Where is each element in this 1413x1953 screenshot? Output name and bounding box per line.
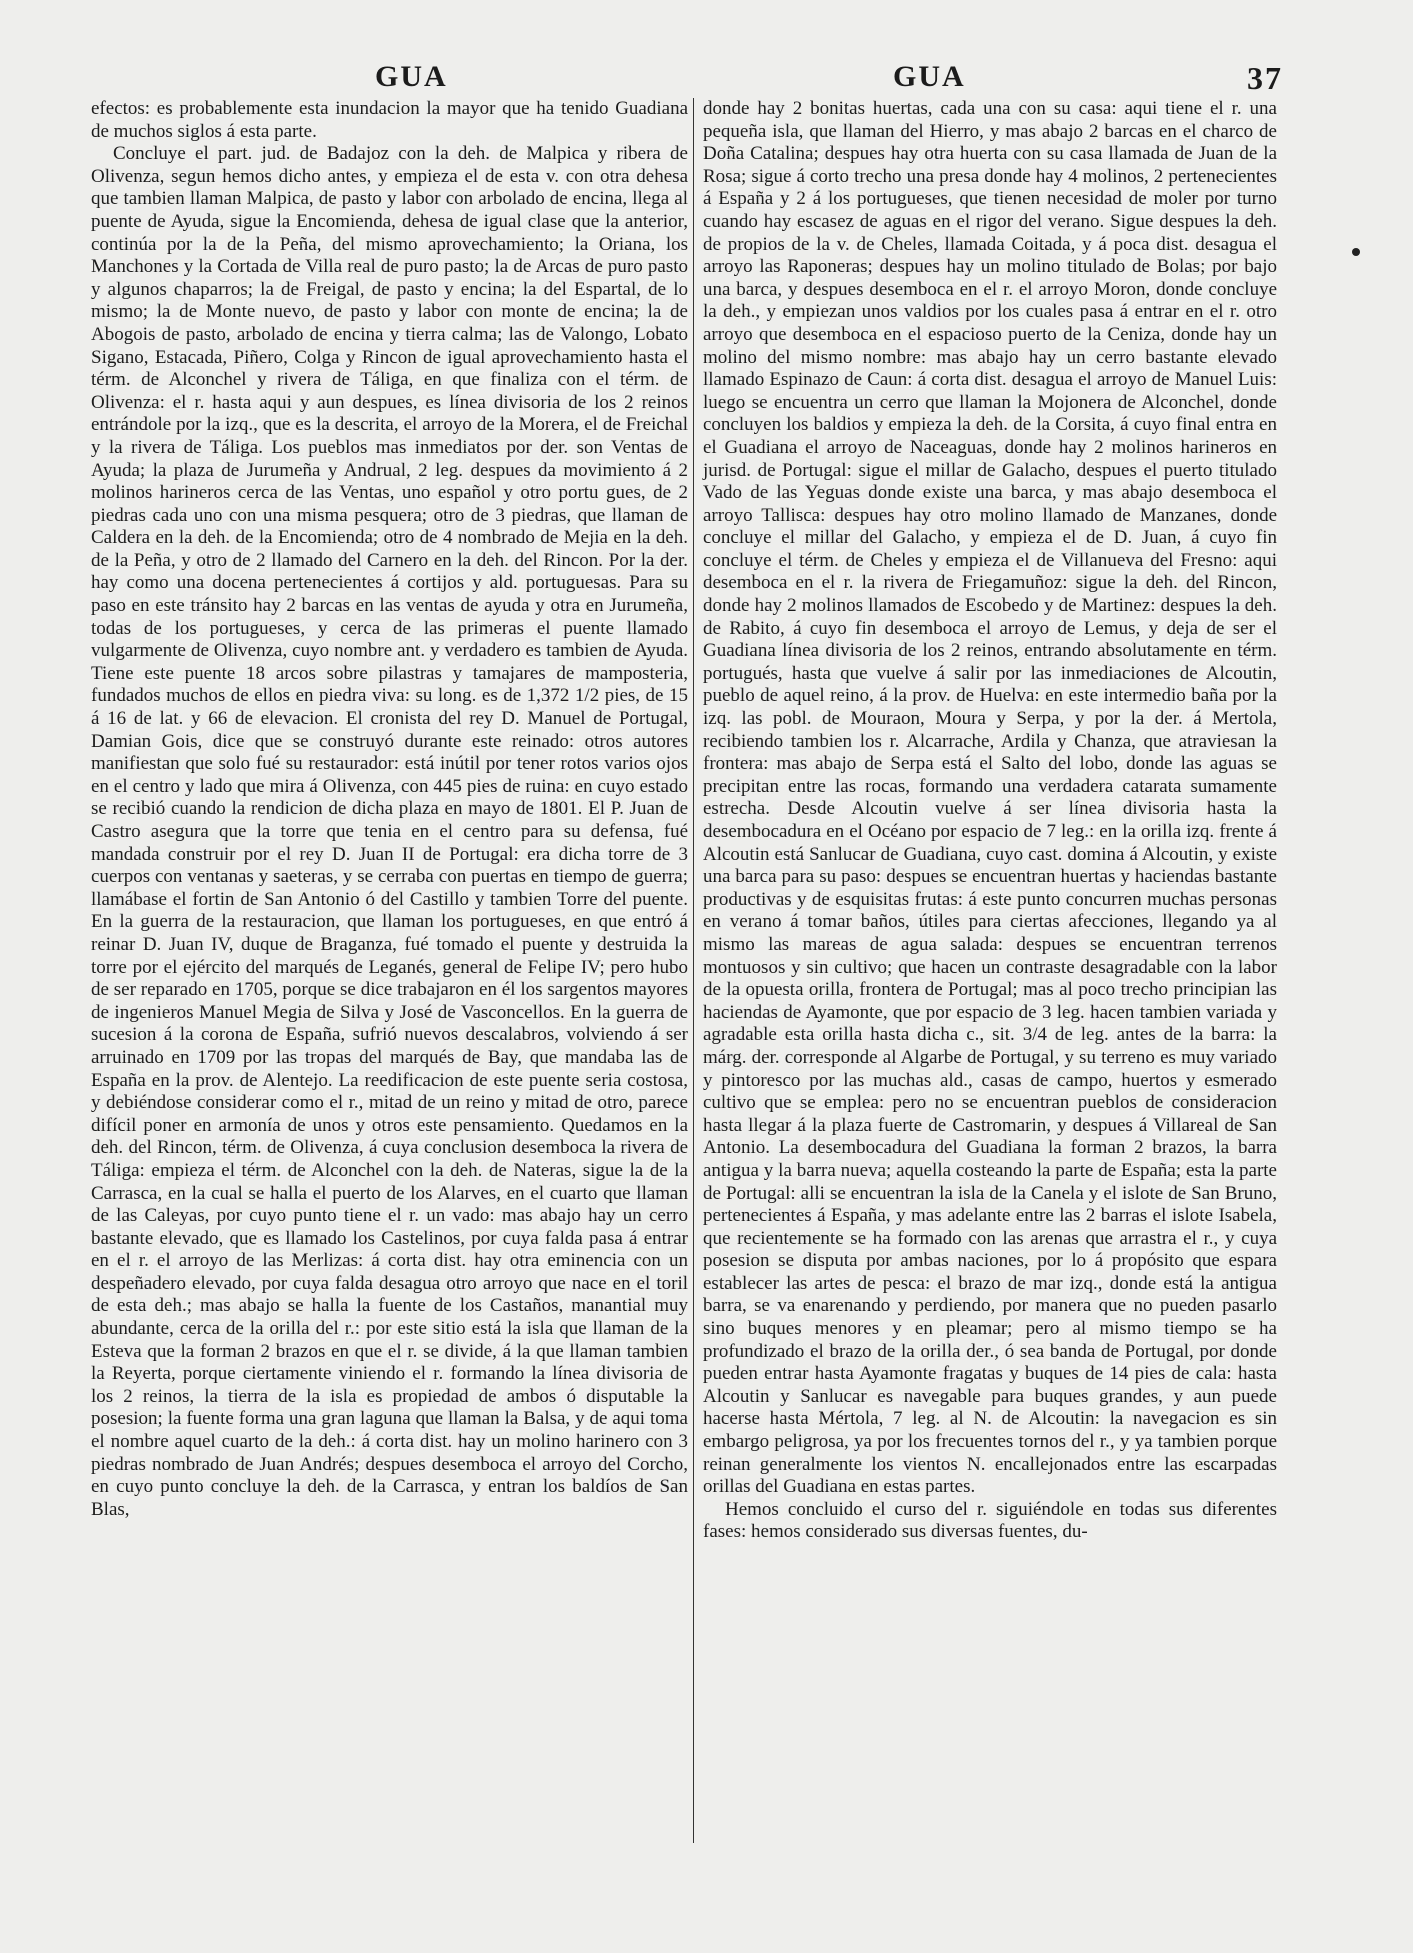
body-paragraph: donde hay 2 bonitas huertas, cada una con su casa: aqui tiene el r. una pequeña isla, que llaman del Hierro, y mas abajo 2 barcas en el charco de Doña Catalina; despues hay otra huerta con su casa llamada de Juan de la Rosa; sigue á corto trecho una presa donde hay 4 molinos, 2 pertenecientes á España y 2 á los portugueses, que tienen necesidad de moler por turno cuando hay escasez de aguas en el rigor del verano. Sigue despues la deh. de propios de la v. de Cheles, llamada Coitada, y á poca dist. desagua el arroyo las Raponeras; despues hay un molino titulado de Bolas; por bajo una barca, y despues desemboca en el r. el arroyo Moron, donde concluye la deh., y empiezan unos valdios por los cuales pasa á entrar en el r. otro arroyo que desemboca en el espacioso puerto de la Ceniza, donde hay un molino del mismo nombre: mas abajo hay un cerro bastante elevado llamado Espinazo de Caun: á corta dist. desagua el arroyo de Manuel Luis: luego se encuentra un cerro que llaman la Mojonera de Alconchel, donde concluyen los baldios y empieza la deh. de la Corsita, á cuyo final entra en el Guadiana el arroyo de Naceaguas, donde hay 2 molinos harineros en jurisd. de Portugal: sigue el millar de Galacho, despues el puerto titulado Vado de las Yeguas donde existe una barca, y mas abajo desemboca el arroyo Tallisca: despues hay otro molino llamado de Manzanes, donde concluye el millar del Galacho, y empieza el de D. Juan, á cuyo fin concluye el térm. de Cheles y empieza el de Villanueva del Fresno: aqui desemboca en el r. la rivera de Friegamuñoz: sigue la deh. del Rincon, donde hay 2 molinos llamados de Escobedo y de Martinez: despues la deh. de Rabito, á cuyo fin desemboca el arroyo de Lemus, y deja de ser el Guadiana línea divisoria de los 2 reinos, entrando absolutamente en térm. portugués, hasta que vuelve á salir por las inmediaciones de Alcoutin, pueblo de aquel reino, á la prov. de Huelva: en este intermedio baña por la izq. las pobl. de Mouraon, Moura y Serpa, y por la der. á Mertola, recibiendo tambien los r. Alcarrache, Ardila y Chanza, que atraviesan la frontera: mas abajo de Serpa está el Salto del lobo, donde las aguas se precipitan entre las rocas, formando una verdadera catarata sumamente estrecha. Desde Alcoutin vuelve á ser línea divisoria hasta la desembocadura en el Océano por espacio de 7 leg.: en la orilla izq. frente á Alcoutin está Sanlucar de Guadiana, cuyo cast. domina á Alcoutin, y existe una barca para su paso: despues se encuentran huertas y haciendas bastante productivas y de esquisitas frutas: á este punto concurren muchas personas en verano á tomar baños, útiles para ciertas afecciones, llegando ya al mismo las mareas de agua salada: despues se encuentran terrenos montuosos y sin cultivo; que hacen un contraste desagradable con la labor de la opuesta orilla, frontera de Portugal; mas al poco trecho principian las haciendas de Ayamonte, que por espacio de 3 leg. hacen tambien variada y agradable esta orilla hasta dicha c., sit. 3/4 de leg. antes de la barra: la márg. der. corresponde al Algarbe de Portugal, y su terreno es muy variado y pintoresco por las muchas ald., casas de campo, huertos y esmerado cultivo que se emplea: pero no se encuentran pueblos de consideracion hasta llegar á la plaza fuerte de Castromarin, y despues á Villareal de San Antonio. La desembocadura del Guadiana la forman 2 brazos, la barra antigua y la barra nueva; aquella costeando la parte de España; esta la parte de Portugal: alli se encuentran la isla de la Canela y el islote de San Bruno, pertenecientes á España, y mas adelante entre las 2 barras el islote Isabela, que recientemente se ha formado con las arenas que arrastra el r., y cuya posesion se disputa por ambas naciones, por lo á propósito que espara establecer las artes de pesca: el brazo de mar izq., donde está la antigua barra, se va enarenando y perdiendo, por manera que no pueden pasarlo sino buques menores y en pleamar; pero al mismo tiempo se ha profundizado el brazo de la orilla der., ó sea banda de Portugal, por donde pueden entrar hasta Ayamonte fragatas y buques de 14 pies de cala: hasta Alcoutin y Sanlucar es navegable para buques grandes, y aun puede hacerse hasta Mértola, 7 leg. al N. de Alcoutin: la navegacion es sin embargo peligrosa, ya por los frecuentes tornos del r., y ya tambien porque reinan generalmente los vientos N. encallejonados entre las escarpadas orillas del Guadiana en estas partes. xyxy=(703,98,1277,1498)
body-paragraph: Concluye el part. jud. de Badajoz con la deh. de Malpica y ribera de Olivenza, segun hemos dicho antes, y empieza el de esta v. con otra dehesa que tambien llaman Malpica, de pasto y labor con arbolado de encina, llega al puente de Ayuda, sigue la Encomienda, dehesa de igual clase que la anterior, continúa por la de la Peña, del mismo aprovechamiento; la Oriana, los Manchones y la Cortada de Villa real de puro pasto; la de Arcas de puro pasto y algunos chaparros; la de Freigal, de pasto y encina; la del Espartal, de lo mismo; la de Monte nuevo, de pasto y labor con monte de encina; la de Abogois de pasto, arbolado de encina y tierra calma; las de Valongo, Lobato Sigano, Estacada, Piñero, Colga y Rincon de igual aprovechamiento hasta el térm. de Alconchel y rivera de Táliga, en que finaliza con el térm. de Olivenza: el r. hasta aqui y aun despues, es línea divisoria de los 2 reinos entrándole por la izq., que es la descrita, el arroyo de la Morera, el de Freichal y la rivera de Táliga. Los pueblos mas inmediatos por der. son Ventas de Ayuda; la plaza de Jurumeña y Andrual, 2 leg. despues da movimiento á 2 molinos harineros cerca de las Ventas, uno español y otro portu gues, de 2 piedras cada uno con una misma pesquera; otro de 3 piedras, que llaman de Caldera en la deh. de la Encomienda; otro de 4 nombrado de Mejia en la deh. de la Peña, y otro de 2 llamado del Carnero en la deh. del Rincon. Por la der. hay como una docena pertenecientes á cortijos y ald. portuguesas. Para su paso en este tránsito hay 2 barcas en las ventas de ayuda y otra en Jurumeña, todas de los portugueses, y cerca de las primeras el puente llamado vulgarmente de Olivenza, cuyo nombre ant. y verdadero es tambien de Ayuda. Tiene este puente 18 arcos sobre pilastras y tamajares de mamposteria, fundados muchos de ellos en piedra viva: su long. es de 1,372 1/2 pies, de 15 á 16 de lat. y 66 de elevacion. El cronista del rey D. Manuel de Portugal, Damian Gois, dice que se construyó durante este reinado: otros autores manifiestan que solo fué su restaurador: está inútil por tener rotos varios ojos en el centro y lado que mira á Olivenza, con 445 pies de ruina: en cuyo estado se recibió cuando la rendicion de dicha plaza en mayo de 1801. El P. Juan de Castro asegura que la torre que tenia en el centro para su defensa, fué mandada construir por el rey D. Juan II de Portugal: era dicha torre de 3 cuerpos con ventanas y saeteras, y se cerraba con puertas en tiempo de guerra; llamábase el fortin de San Antonio ó del Castillo y tambien Torre del puente. En la guerra de la restauracion, que llaman los portugueses, en que entró á reinar D. Juan IV, duque de Braganza, fué tomado el puente y destruida la torre por el ejército del marqués de Leganés, general de Felipe IV; pero hubo de ser reparado en 1705, porque se dice trabajaron en él los sargentos mayores de ingenieros Manuel Megia de Silva y José de Vasconcellos. En la guerra de sucesion á la corona de España, sufrió nuevos descalabros, volviendo á ser arruinado en 1709 por las tropas del marqués de Bay, que mandaba las de España en la prov. de Alentejo. La reedificacion de este puente seria costosa, y debiéndose considerar como el r., mitad de un reino y mitad de otro, parece difícil poner en armonía de unos y otros este pensamiento. Quedamos en la deh. del Rincon, térm. de Olivenza, á cuya conclusion desemboca la rivera de Táliga: empieza el térm. de Alconchel con la deh. de Nateras, sigue la de la Carrasca, en la cual se halla el puerto de los Alarves, en el cuarto que llaman de las Caleyas, por cuyo punto tiene el r. un vado: mas abajo hay un cerro bastante elevado, que es llamado los Castelinos, por cuya falda pasa á entrar en el r. el arroyo de las Merlizas: á corta dist. hay otra eminencia con un despeñadero elevado, por cuya falda desagua otro arroyo que nace en el toril de esta deh.; mas abajo se halla la fuente de los Castaños, manantial muy abundante, cerca de la orilla del r.: por este sitio está la isla que llaman de la Esteva que la forman 2 brazos en que el r. se divide, á la que llaman tambien la Reyerta, porque ciertamente viniendo el r. formando la línea divisoria de los 2 reinos, la tierra de la isla es propiedad de ambos ó disputable la posesion; la fuente forma una gran laguna que llaman la Balsa, y de aqui toma el nombre aquel cuarto de la deh.: á corta dist. hay un molino harinero con 3 piedras nombrado de Juan Andrés; despues desemboca el arroyo del Corcho, en cuyo punto concluye la deh. de la Carrasca, y entran los baldíos de San Blas, xyxy=(91,143,688,1520)
column-divider xyxy=(693,98,694,1843)
right-text-column xyxy=(703,98,1277,1544)
right-running-head: GUA xyxy=(893,60,966,93)
body-paragraph: Hemos concluido el curso del r. siguiéndole en todas sus diferentes fases: hemos considerado sus diversas fuentes, du- xyxy=(703,1498,1277,1543)
left-text-column xyxy=(91,98,688,1521)
ink-mark xyxy=(1352,248,1360,256)
page-number: 37 xyxy=(1247,60,1283,96)
left-running-head: GUA xyxy=(375,60,448,93)
body-paragraph: efectos: es probablemente esta inundacion la mayor que ha tenido Guadiana de muchos siglos á esta parte. xyxy=(91,98,688,142)
